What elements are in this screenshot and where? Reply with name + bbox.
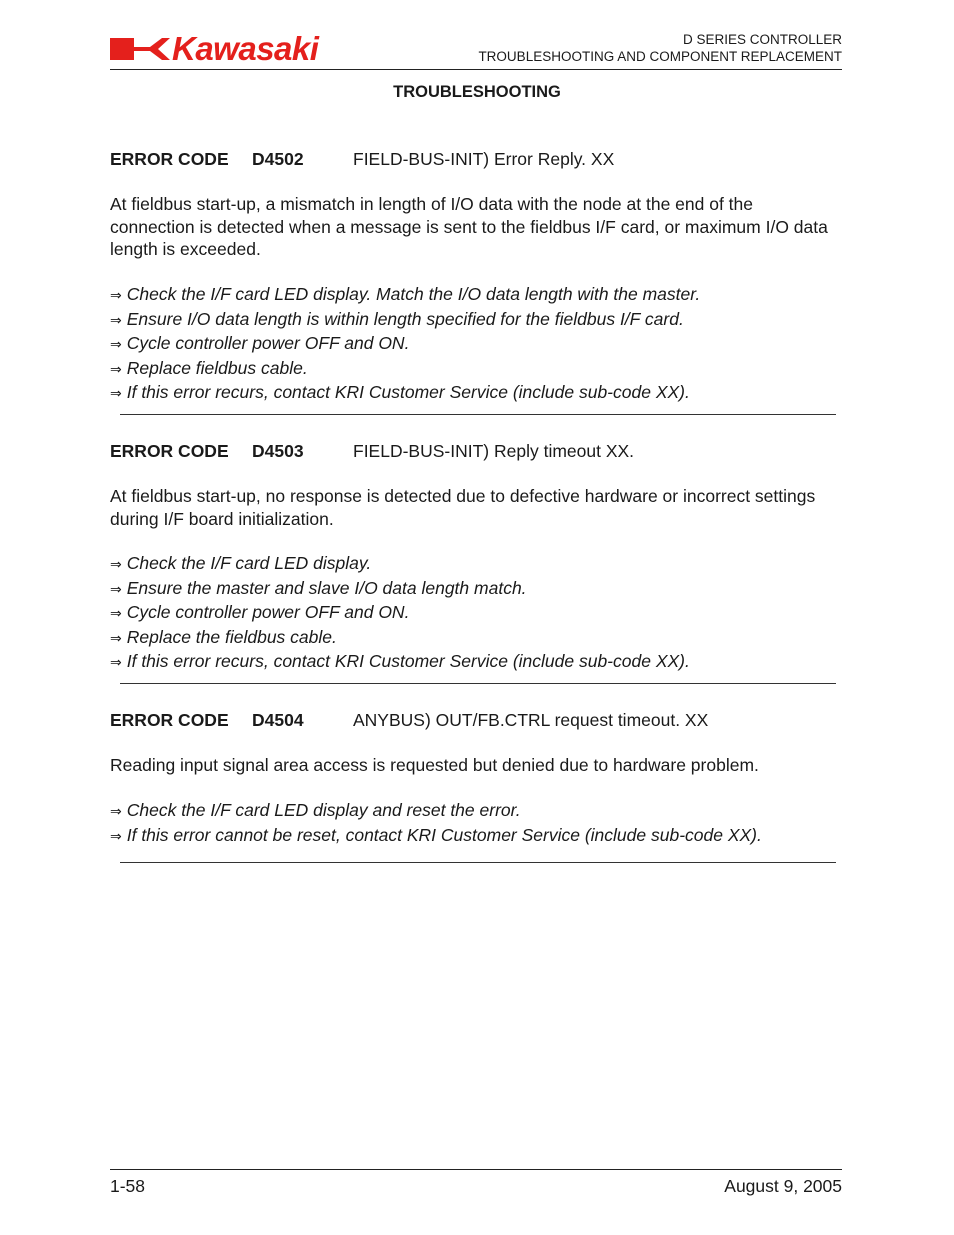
error-description: At fieldbus start-up, no response is detected due to defective hardware or incorrect settings during I/F board initialization. (110, 486, 816, 529)
step-item: ⇒ Cycle controller power OFF and ON. (110, 333, 410, 353)
arrow-icon: ⇒ (110, 386, 122, 402)
error-code: D4502 (252, 149, 304, 169)
step-item: ⇒ Replace the fieldbus cable. (110, 626, 337, 647)
step-list (110, 283, 700, 406)
arrow-icon: ⇒ (110, 804, 122, 820)
arrow-icon: ⇒ (110, 655, 122, 671)
step-item: ⇒ Replace fieldbus cable. (110, 357, 308, 378)
document-date: August 9, 2005 (724, 1176, 842, 1196)
step-item: ⇒ If this error recurs, contact KRI Customer Service (include sub-code XX). (110, 382, 690, 402)
error-code: D4504 (252, 710, 304, 730)
error-label: ERROR CODE (110, 710, 229, 730)
error-label: ERROR CODE (110, 149, 229, 169)
error-heading (110, 710, 709, 731)
error-message: FIELD-BUS-INIT) Error Reply. XX (353, 149, 615, 169)
step-item: ⇒ Check the I/F card LED display and reset the error. (110, 800, 521, 820)
step-item: ⇒ Cycle controller power OFF and ON. (110, 602, 410, 622)
river-mark-icon (110, 34, 170, 64)
document-header (478, 31, 842, 65)
error-description: At fieldbus start-up, a mismatch in length of I/O data with the node at the end of the connection is detected when a message is sent to the fieldbus I/F card, or maximum I/O data length is exceeded. (110, 194, 828, 259)
step-list (110, 552, 690, 675)
arrow-icon: ⇒ (110, 337, 122, 353)
step-item: ⇒ If this error cannot be reset, contact KRI Customer Service (include sub-code XX). (110, 824, 762, 845)
brand-name: Kawasaki (172, 30, 319, 67)
arrow-icon: ⇒ (110, 606, 122, 622)
page-number: 1-58 (110, 1176, 146, 1196)
arrow-icon: ⇒ (110, 581, 122, 598)
kawasaki-logo (110, 30, 388, 67)
header-line-2: TROUBLESHOOTING AND COMPONENT REPLACEMENT (478, 49, 842, 64)
header-line-1: D SERIES CONTROLLER (682, 32, 842, 47)
header-rule (110, 69, 842, 70)
arrow-icon: ⇒ (110, 630, 122, 647)
error-message: ANYBUS) OUT/FB.CTRL request timeout. XX (353, 710, 709, 730)
step-item: ⇒ Ensure I/O data length is within length specified for the fieldbus I/F card. (110, 308, 684, 329)
arrow-icon: ⇒ (110, 288, 122, 304)
arrow-icon: ⇒ (110, 828, 122, 845)
section-divider (120, 683, 836, 684)
section-divider (120, 414, 836, 415)
step-item: ⇒ Check the I/F card LED display. Match the I/O data length with the master. (110, 284, 701, 304)
arrow-icon: ⇒ (110, 361, 122, 378)
arrow-icon: ⇒ (110, 557, 122, 573)
error-code: D4503 (252, 441, 304, 461)
step-list (110, 799, 762, 848)
error-heading (110, 441, 635, 462)
error-heading (110, 149, 615, 170)
step-item: ⇒ If this error recurs, contact KRI Customer Service (include sub-code XX). (110, 651, 690, 671)
step-item: ⇒ Check the I/F card LED display. (110, 553, 372, 573)
step-item: ⇒ Ensure the master and slave I/O data length match. (110, 577, 527, 598)
arrow-icon: ⇒ (110, 312, 122, 329)
section-title: TROUBLESHOOTING (393, 83, 561, 101)
error-label: ERROR CODE (110, 441, 229, 461)
error-message: FIELD-BUS-INIT) Reply timeout XX. (353, 441, 635, 461)
footer-rule (110, 1169, 842, 1170)
error-description: Reading input signal area access is requested but denied due to hardware problem. (110, 755, 759, 775)
section-divider (120, 862, 836, 863)
